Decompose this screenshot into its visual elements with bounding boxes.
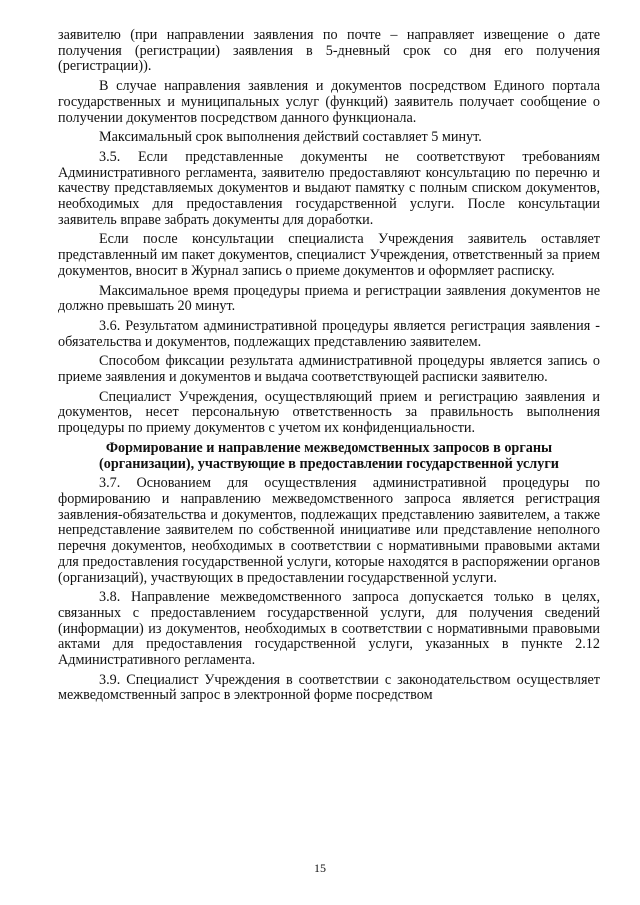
paragraph-fixation-method: Способом фиксации результата административной процедуры является запись о приеме заявления и документов и выдача соответствующей расписки заявителю. — [58, 353, 600, 386]
section-heading — [58, 441, 600, 472]
paragraph-epgu-submission: В случае направления заявления и документов посредством Единого портала государственных и муниципальных услуг (функций) заявитель получает сообщение о получении документов посредством данного функционала. — [58, 78, 600, 126]
paragraph-3-9: 3.9. Специалист Учреждения в соответствии с законодательством осуществляет межведомственный запрос в электронной форме посредством — [58, 671, 600, 704]
paragraph-3-6: 3.6. Результатом административной процедуры является регистрация заявления - обязательства и документов, подлежащих представлению заявителем. — [58, 317, 600, 350]
section-heading-line-2: (организации), участвующие в предоставлении государственной услуги — [99, 455, 559, 472]
paragraph-notification-continuation: заявителю (при направлении заявления по почте – направляет извещение о дате получения (регистрации) заявления в 5-дневный срок со дня его получения (регистрации)). — [58, 27, 600, 75]
paragraph-3-8: 3.8. Направление межведомственного запроса допускается только в целях, связанных с предоставлением государственной услуги, для получения сведений (информации) из документов, необходимых в соответствии с нормативными правовыми актами для предоставления государственной услуги, указанных в пункте 2.12 Административного регламента. — [58, 589, 600, 669]
paragraph-max-time-5-min: Максимальный срок выполнения действий составляет 5 минут. — [99, 129, 482, 146]
page-number: 15 — [314, 861, 326, 875]
paragraph-specialist-responsibility: Специалист Учреждения, осуществляющий прием и регистрацию заявления и документов, несет персональную ответственность за правильность выполнения процедуры по приему документов с учетом их конфиденциальности. — [58, 388, 600, 437]
paragraph-3-7: 3.7. Основанием для осуществления административной процедуры по формированию и направлению межведомственного запроса является регистрация заявления-обязательства и документов, подлежащих представлению заявителем, а также непредставление заявителем по собственной инициативе или представление неполного перечня документов, необходимых в соответствии с нормативными правовыми актами для предоставления государственной услуги, которые находятся в распоряжении органов (организаций), участвующих в предоставлении государственной услуги. — [58, 475, 600, 586]
paragraph-3-5: 3.5. Если представленные документы не соответствуют требованиям Административного регламента, заявителю предоставляют консультацию по перечню и качеству представляемых документов и выдают памятку с полным списком документов, необходимых для предоставления государственной услуги. После консультации заявитель вправе забрать документы для доработки. — [58, 148, 600, 228]
section-heading-line-1: Формирование и направление межведомственных запросов в органы — [105, 439, 553, 456]
paragraph-max-time-20-min: Максимальное время процедуры приема и регистрации заявления документов не должно превышать 20 минут. — [58, 282, 600, 315]
paragraph-applicant-leaves-package: Если после консультации специалиста Учреждения заявитель оставляет представленный им пакет документов, специалист Учреждения, ответственный за прием документов, вносит в Журнал запись о приеме документов и оформляет расписку. — [58, 231, 600, 279]
